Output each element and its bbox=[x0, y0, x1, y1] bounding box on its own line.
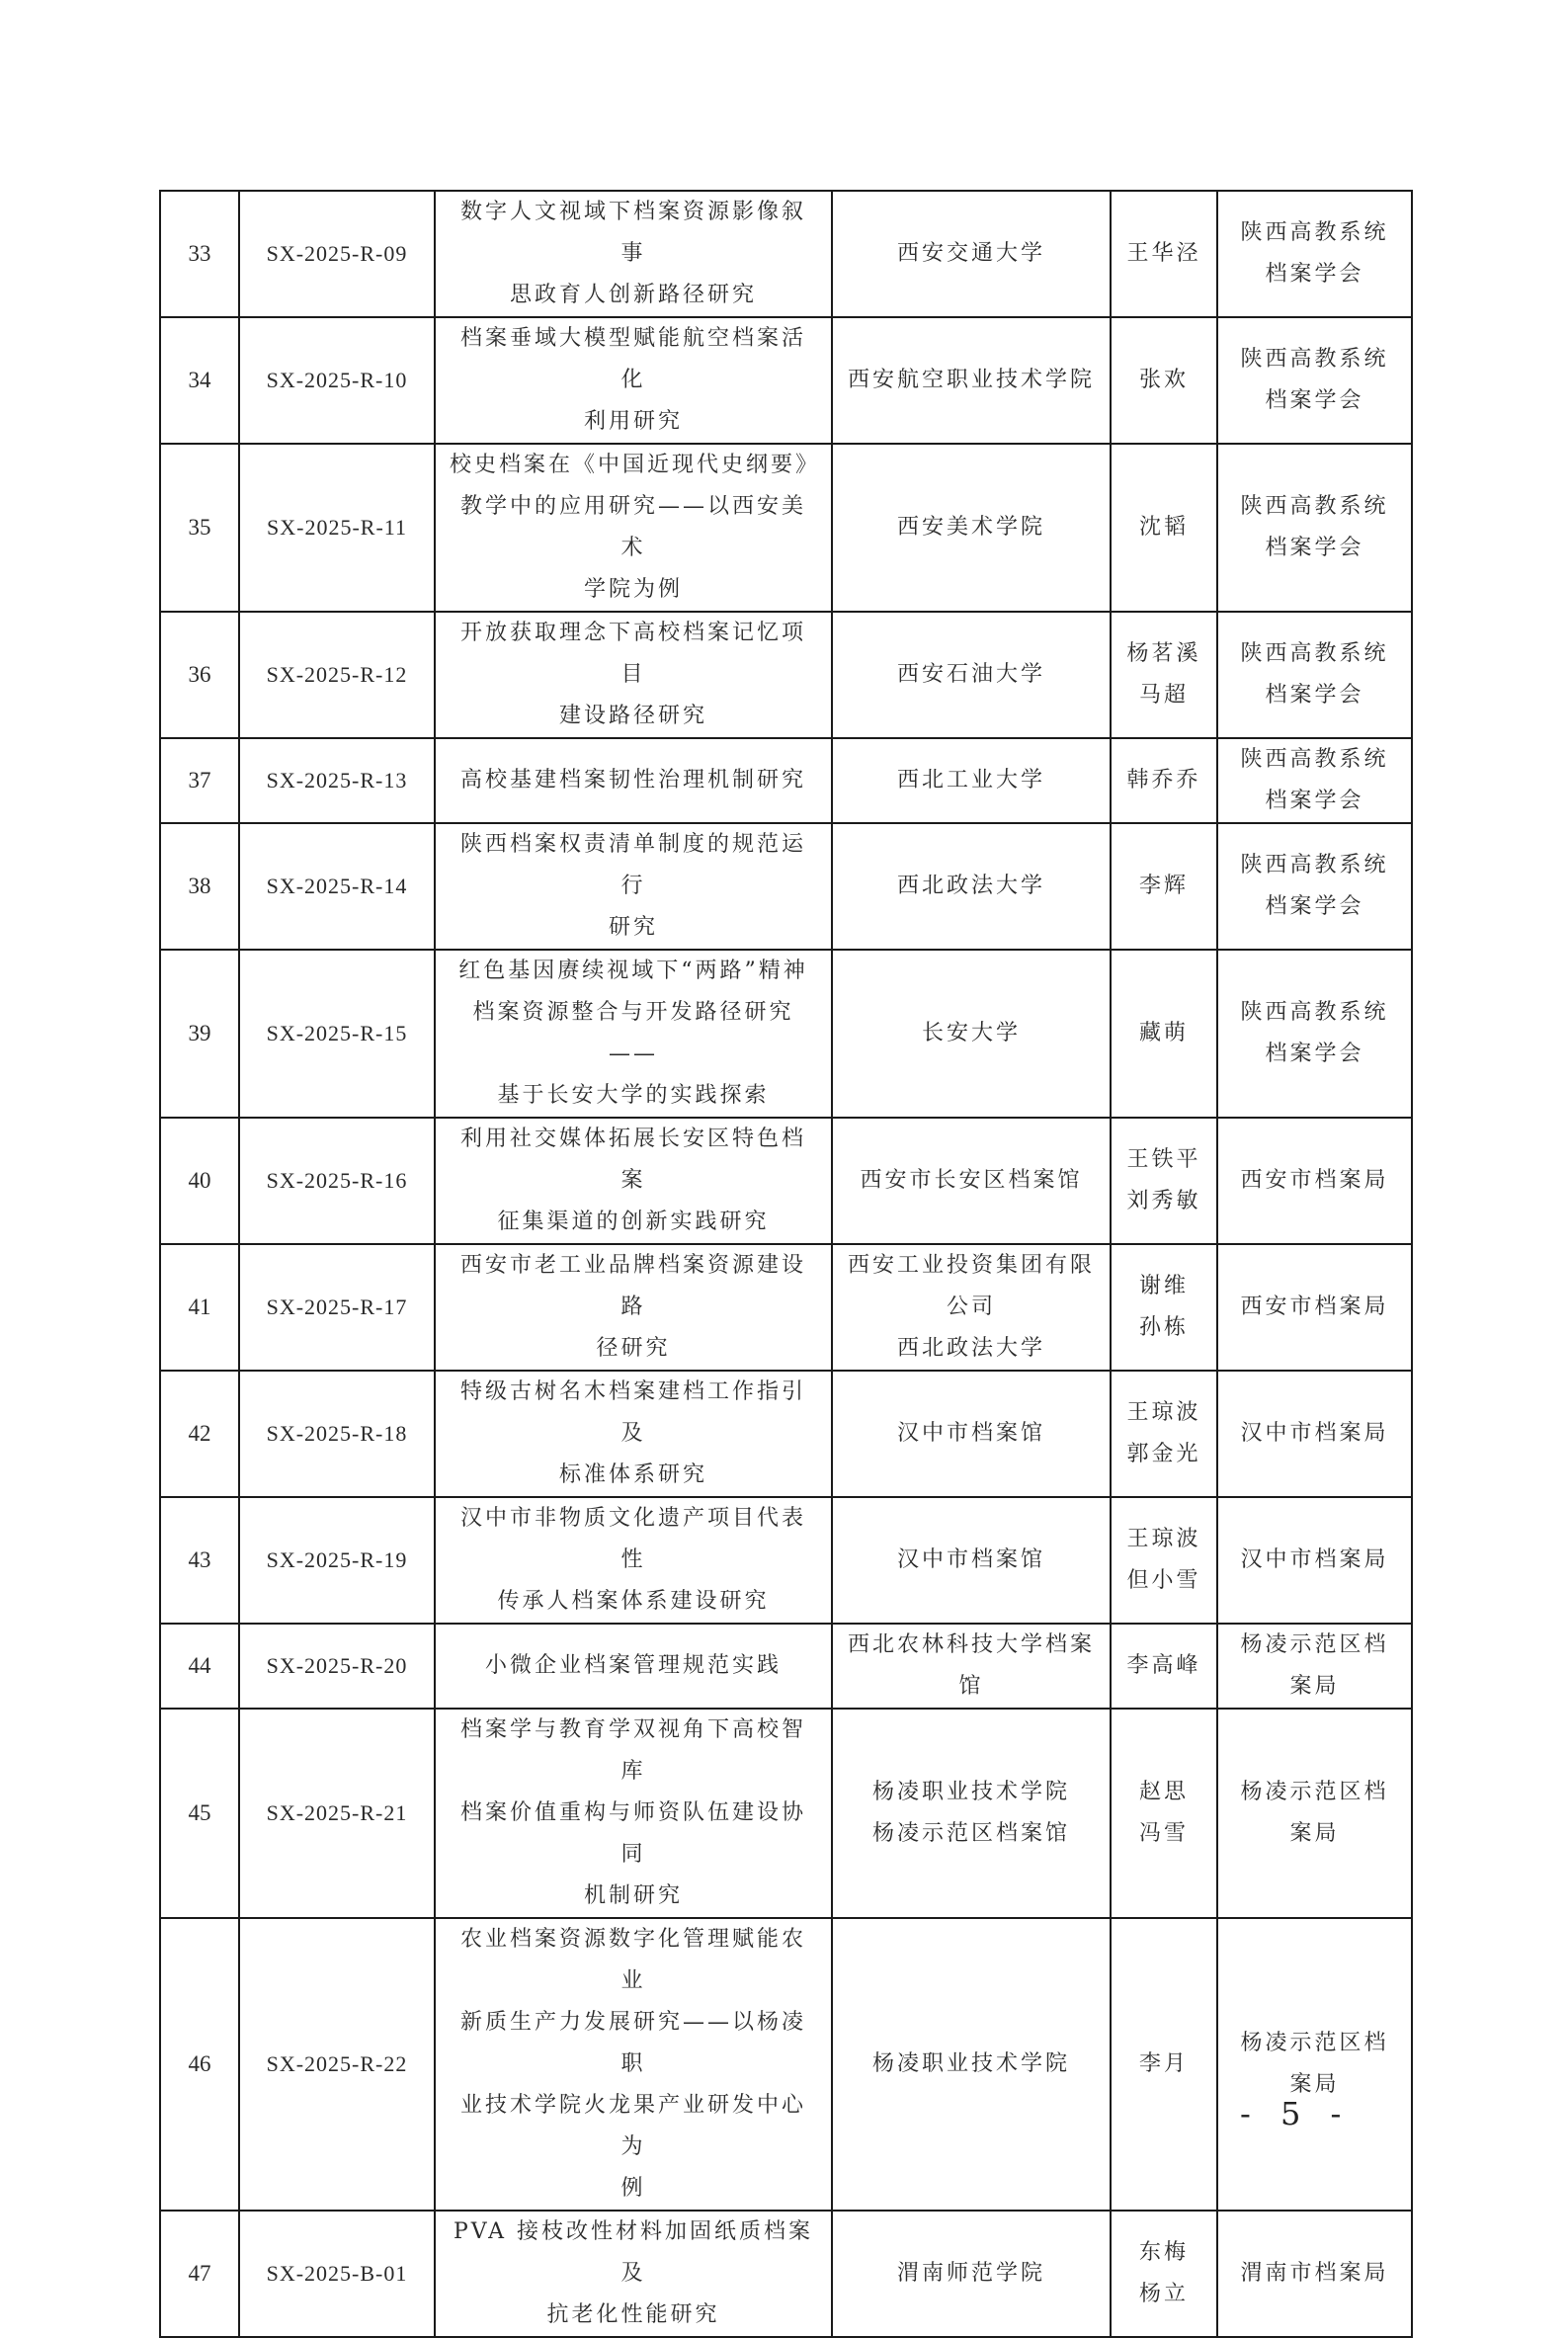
project-leader-line: 杨茗溪 bbox=[1126, 641, 1201, 666]
recommending-unit-line: 档案学会 bbox=[1265, 1042, 1364, 1066]
recommending-unit-line: 档案学会 bbox=[1265, 894, 1364, 919]
project-leader bbox=[1111, 823, 1217, 950]
project-title-line: 档案价值重构与师资队伍建设协同 bbox=[459, 1800, 806, 1867]
recommending-unit-line: 西安市档案局 bbox=[1240, 1294, 1389, 1319]
table-row bbox=[160, 738, 1412, 823]
applicant-unit-line: 汉中市档案馆 bbox=[896, 1547, 1045, 1572]
project-title-line: 建设路径研究 bbox=[558, 704, 707, 728]
project-title-line: 教学中的应用研究——以西安美术 bbox=[459, 494, 806, 560]
project-leader bbox=[1111, 1497, 1217, 1624]
project-code: SX-2025-R-19 bbox=[239, 1497, 435, 1624]
recommending-unit-line: 杨凌示范区档 bbox=[1240, 2031, 1389, 2055]
project-title bbox=[435, 738, 832, 823]
project-leader bbox=[1111, 1244, 1217, 1371]
project-title-line: 利用研究 bbox=[583, 409, 683, 434]
project-title bbox=[435, 444, 832, 612]
project-title bbox=[435, 612, 832, 738]
project-title-line: 西安市老工业品牌档案资源建设路 bbox=[459, 1253, 806, 1319]
project-leader-line: 刘秀敏 bbox=[1126, 1189, 1201, 1213]
project-title-line: 抗老化性能研究 bbox=[546, 2302, 720, 2327]
project-leader bbox=[1111, 1709, 1217, 1918]
project-title-line: 数字人文视域下档案资源影像叙事 bbox=[459, 200, 806, 266]
project-code: SX-2025-R-14 bbox=[239, 823, 435, 950]
applicant-unit bbox=[832, 738, 1111, 823]
row-number: 46 bbox=[160, 1918, 239, 2211]
project-code: SX-2025-R-20 bbox=[239, 1624, 435, 1709]
project-leader bbox=[1111, 950, 1217, 1118]
recommending-unit-line: 渭南市档案局 bbox=[1240, 2261, 1389, 2286]
recommending-unit-line: 案局 bbox=[1289, 2072, 1340, 2097]
recommending-unit bbox=[1217, 317, 1412, 444]
project-leader-line: 韩乔乔 bbox=[1126, 768, 1201, 793]
project-title-line: 高校基建档案韧性治理机制研究 bbox=[459, 768, 806, 793]
project-title-line: 业技术学院火龙果产业研发中心为 bbox=[459, 2093, 806, 2159]
project-title-line: 农业档案资源数字化管理赋能农业 bbox=[459, 1927, 806, 1993]
project-title-line: 标准体系研究 bbox=[558, 1462, 707, 1487]
recommending-unit-line: 案局 bbox=[1289, 1674, 1340, 1699]
row-number: 33 bbox=[160, 191, 239, 317]
project-leader-line: 冯雪 bbox=[1138, 1821, 1189, 1846]
table-row bbox=[160, 1918, 1412, 2211]
applicant-unit bbox=[832, 823, 1111, 950]
row-number: 35 bbox=[160, 444, 239, 612]
project-leader bbox=[1111, 1118, 1217, 1244]
project-leader-line: 李高峰 bbox=[1126, 1653, 1201, 1678]
row-number: 37 bbox=[160, 738, 239, 823]
row-number: 34 bbox=[160, 317, 239, 444]
table-row bbox=[160, 1118, 1412, 1244]
project-title-line: 学院为例 bbox=[583, 577, 683, 602]
project-title bbox=[435, 317, 832, 444]
project-leader-line: 李辉 bbox=[1138, 874, 1189, 898]
applicant-unit bbox=[832, 1371, 1111, 1497]
project-title-line: 传承人档案体系建设研究 bbox=[497, 1589, 770, 1614]
project-title-line: 机制研究 bbox=[583, 1883, 683, 1908]
project-leader-line: 但小雪 bbox=[1126, 1568, 1201, 1593]
project-title-line: 利用社交媒体拓展长安区特色档案 bbox=[459, 1127, 806, 1193]
applicant-unit-line: 西安美术学院 bbox=[896, 515, 1045, 540]
table-row bbox=[160, 612, 1412, 738]
recommending-unit-line: 杨凌示范区档 bbox=[1240, 1780, 1389, 1804]
recommending-unit bbox=[1217, 1709, 1412, 1918]
applicant-unit bbox=[832, 317, 1111, 444]
project-title-line: 径研究 bbox=[596, 1336, 671, 1361]
recommending-unit-line: 陕西高教系统 bbox=[1240, 347, 1389, 372]
row-number: 39 bbox=[160, 950, 239, 1118]
project-title-line: 小微企业档案管理规范实践 bbox=[484, 1653, 782, 1678]
row-number: 44 bbox=[160, 1624, 239, 1709]
applicant-unit-line: 西安交通大学 bbox=[896, 241, 1045, 266]
applicant-unit bbox=[832, 1624, 1111, 1709]
table-row bbox=[160, 823, 1412, 950]
table-row bbox=[160, 191, 1412, 317]
project-leader-line: 王铁平 bbox=[1126, 1147, 1201, 1172]
row-number: 41 bbox=[160, 1244, 239, 1371]
recommending-unit bbox=[1217, 1624, 1412, 1709]
recommending-unit-line: 陕西高教系统 bbox=[1240, 641, 1389, 666]
project-leader-line: 沈韬 bbox=[1138, 515, 1189, 540]
recommending-unit bbox=[1217, 1118, 1412, 1244]
project-title-line: 研究 bbox=[608, 915, 658, 940]
project-leader-line: 东梅 bbox=[1138, 2240, 1189, 2265]
recommending-unit bbox=[1217, 950, 1412, 1118]
project-title-line: 思政育人创新路径研究 bbox=[509, 283, 757, 307]
applicant-unit-line: 西安市长安区档案馆 bbox=[860, 1168, 1083, 1193]
project-title bbox=[435, 950, 832, 1118]
applicant-unit-line: 杨凌示范区档案馆 bbox=[871, 1821, 1070, 1846]
recommending-unit-line: 汉中市档案局 bbox=[1240, 1421, 1389, 1446]
project-leader-line: 马超 bbox=[1138, 683, 1189, 708]
row-number: 45 bbox=[160, 1709, 239, 1918]
project-leader bbox=[1111, 738, 1217, 823]
table-row bbox=[160, 950, 1412, 1118]
applicant-unit-line: 公司 bbox=[946, 1294, 996, 1319]
applicant-unit-line: 汉中市档案馆 bbox=[896, 1421, 1045, 1446]
project-leader bbox=[1111, 2211, 1217, 2337]
project-title bbox=[435, 191, 832, 317]
project-title-line: 校史档案在《中国近现代史纲要》 bbox=[450, 453, 821, 477]
applicant-unit bbox=[832, 1918, 1111, 2211]
project-leader-line: 孙栋 bbox=[1138, 1315, 1189, 1340]
recommending-unit bbox=[1217, 1497, 1412, 1624]
project-title bbox=[435, 1497, 832, 1624]
project-leader-line: 谢维 bbox=[1138, 1274, 1189, 1298]
applicant-unit-line: 西北工业大学 bbox=[896, 768, 1045, 793]
project-title bbox=[435, 1371, 832, 1497]
applicant-unit-line: 馆 bbox=[958, 1674, 984, 1699]
project-leader-line: 李月 bbox=[1138, 2051, 1189, 2076]
table-row bbox=[160, 317, 1412, 444]
project-leader bbox=[1111, 317, 1217, 444]
project-leader-line: 王琼波 bbox=[1126, 1527, 1201, 1551]
project-title bbox=[435, 2211, 832, 2337]
project-code: SX-2025-R-21 bbox=[239, 1709, 435, 1918]
project-title-line: 征集渠道的创新实践研究 bbox=[497, 1210, 770, 1234]
project-leader bbox=[1111, 1371, 1217, 1497]
project-title bbox=[435, 1918, 832, 2211]
applicant-unit bbox=[832, 1497, 1111, 1624]
applicant-unit-line: 渭南师范学院 bbox=[896, 2261, 1045, 2286]
project-code: SX-2025-R-15 bbox=[239, 950, 435, 1118]
applicant-unit bbox=[832, 191, 1111, 317]
table-row bbox=[160, 1244, 1412, 1371]
applicant-unit-line: 西安石油大学 bbox=[896, 662, 1045, 687]
project-code: SX-2025-R-16 bbox=[239, 1118, 435, 1244]
applicant-unit bbox=[832, 1118, 1111, 1244]
row-number: 47 bbox=[160, 2211, 239, 2337]
project-title-line: 档案垂域大模型赋能航空档案活化 bbox=[459, 326, 806, 392]
project-leader-line: 王华泾 bbox=[1126, 241, 1201, 266]
recommending-unit bbox=[1217, 2211, 1412, 2337]
recommending-unit bbox=[1217, 1371, 1412, 1497]
table-row bbox=[160, 1497, 1412, 1624]
recommending-unit-line: 档案学会 bbox=[1265, 683, 1364, 708]
row-number: 36 bbox=[160, 612, 239, 738]
recommending-unit-line: 陕西高教系统 bbox=[1240, 853, 1389, 877]
project-title bbox=[435, 1118, 832, 1244]
table-row bbox=[160, 1371, 1412, 1497]
project-title bbox=[435, 823, 832, 950]
applicant-unit-line: 西安工业投资集团有限 bbox=[847, 1253, 1095, 1278]
applicant-unit-line: 西安航空职业技术学院 bbox=[847, 368, 1095, 392]
project-title-line: PVA 接枝改性材料加固纸质档案及 bbox=[453, 2219, 814, 2286]
project-code: SX-2025-R-18 bbox=[239, 1371, 435, 1497]
applicant-unit-line: 西北农林科技大学档案 bbox=[847, 1632, 1095, 1657]
project-code: SX-2025-R-12 bbox=[239, 612, 435, 738]
page-number: - 5 - bbox=[1240, 2095, 1352, 2132]
applicant-unit bbox=[832, 1709, 1111, 1918]
project-title bbox=[435, 1624, 832, 1709]
project-leader-line: 赵思 bbox=[1138, 1780, 1189, 1804]
recommending-unit bbox=[1217, 1918, 1412, 2211]
project-leader bbox=[1111, 444, 1217, 612]
recommending-unit-line: 案局 bbox=[1289, 1821, 1340, 1846]
row-number: 38 bbox=[160, 823, 239, 950]
project-title-line: 开放获取理念下高校档案记忆项目 bbox=[459, 621, 806, 687]
recommending-unit-line: 陕西高教系统 bbox=[1240, 220, 1389, 245]
project-leader bbox=[1111, 1624, 1217, 1709]
table-body bbox=[160, 191, 1412, 2337]
project-title-line: 汉中市非物质文化遗产项目代表性 bbox=[459, 1506, 806, 1572]
project-title-line: 红色基因赓续视域下“两路”精神 bbox=[458, 959, 808, 983]
project-code: SX-2025-R-22 bbox=[239, 1918, 435, 2211]
applicant-unit-line: 杨凌职业技术学院 bbox=[871, 1780, 1070, 1804]
table-row bbox=[160, 444, 1412, 612]
project-title-line: 新质生产力发展研究——以杨凌职 bbox=[459, 2010, 806, 2076]
recommending-unit-line: 陕西高教系统 bbox=[1240, 747, 1389, 772]
applicant-unit bbox=[832, 444, 1111, 612]
project-title-line: 档案资源整合与开发路径研究—— bbox=[472, 1000, 794, 1066]
project-title-line: 特级古树名木档案建档工作指引及 bbox=[459, 1379, 806, 1446]
row-number: 40 bbox=[160, 1118, 239, 1244]
project-title-line: 例 bbox=[620, 2176, 646, 2201]
project-code: SX-2025-R-09 bbox=[239, 191, 435, 317]
applicant-unit bbox=[832, 950, 1111, 1118]
table-row bbox=[160, 2211, 1412, 2337]
recommending-unit-line: 西安市档案局 bbox=[1240, 1168, 1389, 1193]
table-row bbox=[160, 1624, 1412, 1709]
recommending-unit bbox=[1217, 612, 1412, 738]
recommending-unit bbox=[1217, 191, 1412, 317]
project-title bbox=[435, 1709, 832, 1918]
project-code: SX-2025-R-10 bbox=[239, 317, 435, 444]
project-title-line: 陕西档案权责清单制度的规范运行 bbox=[459, 832, 806, 898]
project-leader-line: 郭金光 bbox=[1126, 1442, 1201, 1466]
recommending-unit-line: 杨凌示范区档 bbox=[1240, 1632, 1389, 1657]
project-code: SX-2025-B-01 bbox=[239, 2211, 435, 2337]
project-leader-line: 张欢 bbox=[1138, 368, 1189, 392]
recommending-unit-line: 陕西高教系统 bbox=[1240, 1000, 1389, 1025]
applicant-unit-line: 西北政法大学 bbox=[896, 1336, 1045, 1361]
applicant-unit bbox=[832, 612, 1111, 738]
recommending-unit-line: 档案学会 bbox=[1265, 388, 1364, 413]
row-number: 43 bbox=[160, 1497, 239, 1624]
project-title bbox=[435, 1244, 832, 1371]
project-list-table bbox=[159, 190, 1413, 2338]
project-code: SX-2025-R-13 bbox=[239, 738, 435, 823]
project-leader bbox=[1111, 612, 1217, 738]
recommending-unit-line: 档案学会 bbox=[1265, 536, 1364, 560]
recommending-unit bbox=[1217, 823, 1412, 950]
applicant-unit bbox=[832, 1244, 1111, 1371]
project-title-line: 基于长安大学的实践探索 bbox=[497, 1083, 770, 1108]
project-leader bbox=[1111, 191, 1217, 317]
applicant-unit-line: 长安大学 bbox=[921, 1021, 1021, 1045]
recommending-unit-line: 档案学会 bbox=[1265, 262, 1364, 287]
project-leader-line: 藏萌 bbox=[1138, 1021, 1189, 1045]
project-code: SX-2025-R-11 bbox=[239, 444, 435, 612]
recommending-unit bbox=[1217, 738, 1412, 823]
project-leader-line: 王琼波 bbox=[1126, 1400, 1201, 1425]
recommending-unit-line: 档案学会 bbox=[1265, 789, 1364, 813]
table-row bbox=[160, 1709, 1412, 1918]
project-code: SX-2025-R-17 bbox=[239, 1244, 435, 1371]
recommending-unit bbox=[1217, 444, 1412, 612]
applicant-unit bbox=[832, 2211, 1111, 2337]
project-leader-line: 杨立 bbox=[1138, 2282, 1189, 2306]
recommending-unit-line: 陕西高教系统 bbox=[1240, 494, 1389, 519]
recommending-unit-line: 汉中市档案局 bbox=[1240, 1547, 1389, 1572]
applicant-unit-line: 西北政法大学 bbox=[896, 874, 1045, 898]
applicant-unit-line: 杨凌职业技术学院 bbox=[871, 2051, 1070, 2076]
recommending-unit bbox=[1217, 1244, 1412, 1371]
row-number: 42 bbox=[160, 1371, 239, 1497]
project-leader bbox=[1111, 1918, 1217, 2211]
project-title-line: 档案学与教育学双视角下高校智库 bbox=[459, 1717, 806, 1784]
